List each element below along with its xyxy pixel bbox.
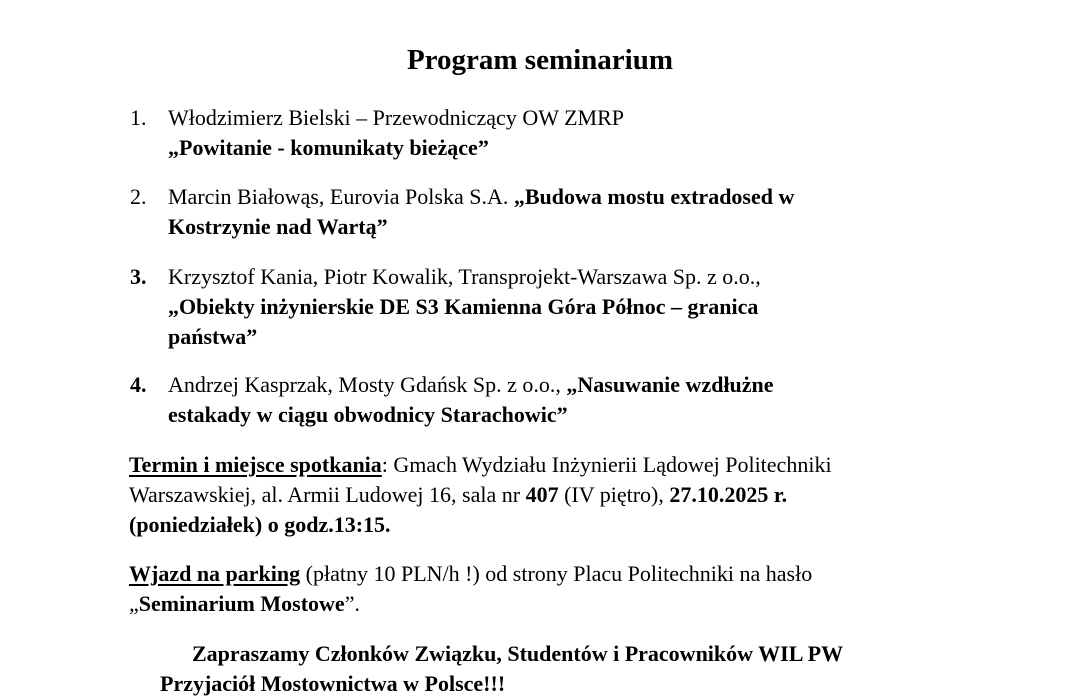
item-speaker: Andrzej Kasprzak, Mosty Gdańsk Sp. z o.o., (168, 372, 561, 397)
item-speaker: Marcin Białowąs, Eurovia Polska S.A. (168, 184, 509, 209)
item-talk-title: „Nasuwanie wzdłużne (566, 372, 774, 397)
item-body (168, 103, 928, 163)
item-talk-title-cont: estakady w ciągu obwodnicy Starachowic” (168, 402, 568, 427)
item-speaker: Krzysztof Kania, Piotr Kowalik, Transprojekt-Warszawa Sp. z o.o., (168, 264, 761, 289)
venue-address: Warszawskiej, al. Armii Ludowej 16, sala nr (129, 482, 526, 507)
venue-paragraph (129, 450, 959, 540)
item-talk-title-cont: Kostrzynie nad Wartą” (168, 214, 388, 239)
closing-invitation-cont: Przyjaciół Mostownictwa w Polsce!!! (160, 671, 506, 696)
quote-open: „ (129, 591, 139, 616)
venue-floor: (IV piętro), (558, 482, 670, 507)
page-title: Program seminarium (406, 44, 674, 76)
item-number: 4. (130, 372, 147, 397)
item-body (168, 262, 928, 352)
parking-password: Seminarium Mostowe (138, 591, 345, 616)
item-body (168, 370, 928, 430)
item-number: 2. (130, 184, 147, 209)
venue-label: Termin i miejsce spotkania (129, 452, 382, 477)
item-talk-title: „Budowa mostu extradosed w (513, 184, 795, 209)
venue-time: (poniedziałek) o godz.13:15. (129, 512, 391, 537)
parking-text: (płatny 10 PLN/h !) od strony Placu Politechniki na hasło (300, 561, 813, 586)
quote-close: ”. (344, 591, 360, 616)
venue-text: : Gmach Wydziału Inżynierii Lądowej Politechniki (381, 452, 832, 477)
item-number: 3. (130, 264, 147, 289)
closing-invitation: Zapraszamy Członków Związku, Studentów i Pracowników WIL PW (192, 641, 844, 666)
item-number: 1. (130, 105, 147, 130)
venue-date: 27.10.2025 r. (669, 482, 788, 507)
venue-room: 407 (525, 482, 559, 507)
item-talk-title: „Obiekty inżynierskie DE S3 Kamienna Góra Północ – granica (168, 294, 759, 319)
parking-label: Wjazd na parking (129, 561, 301, 586)
item-body (168, 182, 928, 242)
item-talk-title: „Powitanie - komunikaty bieżące” (168, 135, 489, 160)
parking-paragraph (129, 559, 959, 619)
item-speaker: Włodzimierz Bielski – Przewodniczący OW ZMRP (168, 105, 624, 130)
item-talk-title-cont: państwa” (168, 324, 258, 349)
